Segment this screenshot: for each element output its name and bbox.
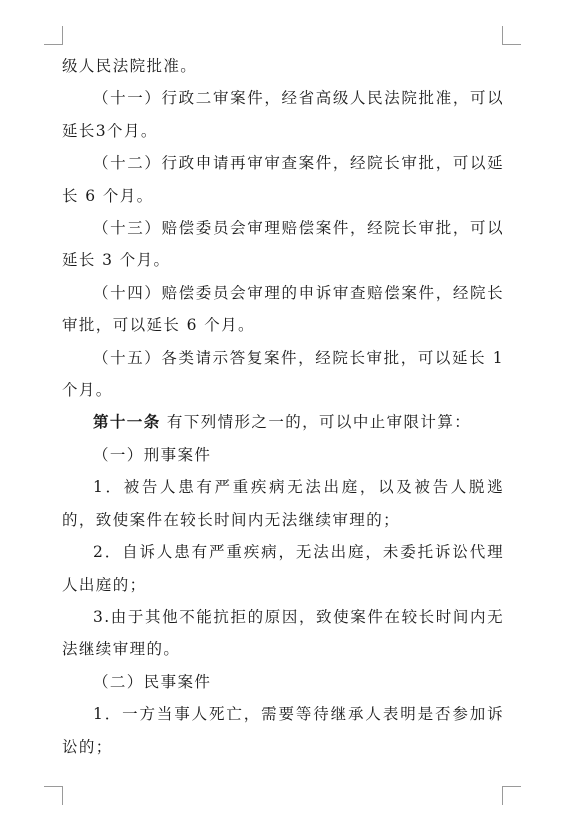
paragraph <box>62 471 504 536</box>
paragraph-text: （十二）行政申请再审审查案件，经院长审批，可以延长 6 个月。 <box>62 154 504 205</box>
paragraph <box>62 342 504 407</box>
section-heading <box>62 666 504 698</box>
paragraph <box>62 601 504 666</box>
crop-mark-bottom-right <box>502 786 521 805</box>
paragraph <box>62 147 504 212</box>
paragraph <box>62 698 504 763</box>
crop-mark-top-left <box>44 26 63 45</box>
paragraph-text: 3.由于其他不能抗拒的原因，致使案件在较长时间内无法继续审理的。 <box>62 607 504 659</box>
paragraph-text: 有下列情形之一的，可以中止审限计算： <box>160 413 472 432</box>
paragraph-text: 1．被告人患有严重疾病无法出庭，以及被告人脱逃的，致使案件在较长时间内无法继续审理的； <box>62 478 504 529</box>
paragraph-text: （十一）行政二审案件，经省高级人民法院批准，可以延长3个月。 <box>62 89 504 140</box>
paragraph-text: （一）刑事案件 <box>93 445 212 464</box>
document-body[interactable] <box>62 50 504 763</box>
paragraph <box>62 82 504 147</box>
paragraph <box>62 50 504 82</box>
article-number: 第十一条 <box>93 413 161 432</box>
paragraph-text: （十五）各类请示答复案件，经院长审批，可以延长 1 个月。 <box>62 348 504 400</box>
paragraph <box>62 212 504 277</box>
crop-mark-top-right <box>502 26 521 45</box>
paragraph <box>62 277 504 342</box>
article-heading-paragraph <box>62 406 504 438</box>
paragraph-text: 2．自诉人患有严重疾病，无法出庭，未委托诉讼代理人出庭的； <box>62 543 504 594</box>
paragraph-text: 级人民法院批准。 <box>62 57 198 75</box>
paragraph-text: 1．一方当事人死亡，需要等待继承人表明是否参加诉讼的； <box>62 705 504 756</box>
section-heading <box>62 439 504 471</box>
crop-mark-bottom-left <box>44 786 63 805</box>
paragraph-text: （二）民事案件 <box>93 672 212 691</box>
paragraph <box>62 536 504 601</box>
paragraph-text: （十四）赔偿委员会审理的申诉审查赔偿案件，经院长审批，可以延长 6 个月。 <box>62 283 504 335</box>
paragraph-text: （十三）赔偿委员会审理赔偿案件，经院长审批，可以延长 3 个月。 <box>62 219 504 270</box>
